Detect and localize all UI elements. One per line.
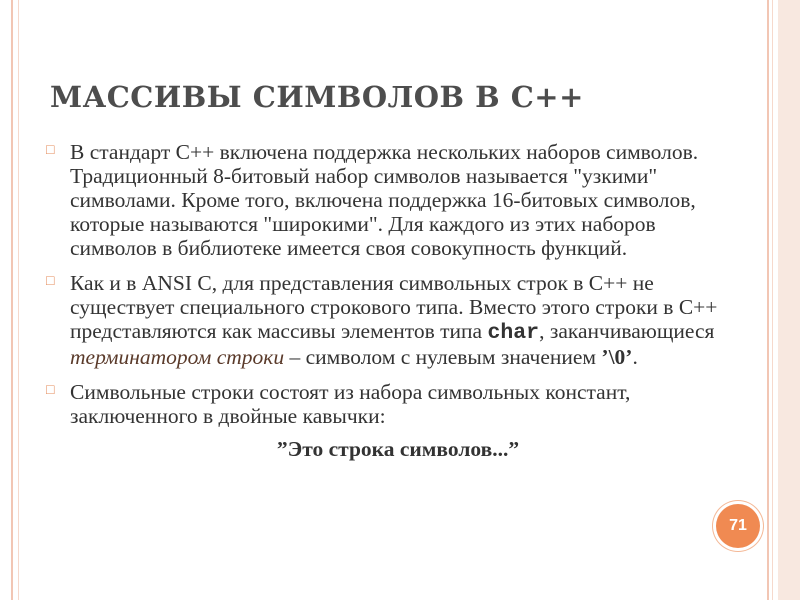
null-char-literal: ’\0’ [601,345,633,369]
emphasis-term: терминатором строки [70,345,285,369]
frame-line-left [11,0,13,600]
slide-title: МАССИВЫ СИМВОЛОВ В C++ [50,80,584,114]
bullet-item [46,271,726,369]
bullet-text: Как и в ANSI С, для представления символьных строк в С++ не существует специального строкового типа. Вместо этого строки в С++ представляются как массивы элементов типа [70,271,718,343]
bullet-item [46,140,726,260]
bullet-item [46,380,726,428]
hollow-square-bullet-icon: □ [46,274,55,289]
frame-line-right-inner [772,0,773,600]
bullet-text: , заканчивающиеся [539,319,715,343]
page-number-badge: 71 [716,504,760,548]
hollow-square-bullet-icon: □ [46,383,55,398]
bullet-text: . [632,345,638,369]
bullet-text: В стандарт С++ включена поддержка нескольких наборов символов. Традиционный 8-битовый набор символов называется "узкими" символами. Кроме того, включена поддержка 16-битовых символов, которые называются "широкими". Для каждого из этих наборов символов в библиотеке имеется своя совокупность функций. [70,140,699,260]
frame-line-left-inner [18,0,19,600]
string-example: ”Это строка символов...” [276,437,520,461]
frame-band-right [778,0,800,600]
hollow-square-bullet-icon: □ [46,143,55,158]
bullet-text: Символьные строки состоят из набора символьных констант, заключенного в двойные кавычки: [70,380,631,428]
frame-line-right [767,0,769,600]
slide-body [46,140,726,461]
code-keyword: char [487,321,540,345]
bullet-text: – символом с нулевым значением [284,345,602,369]
